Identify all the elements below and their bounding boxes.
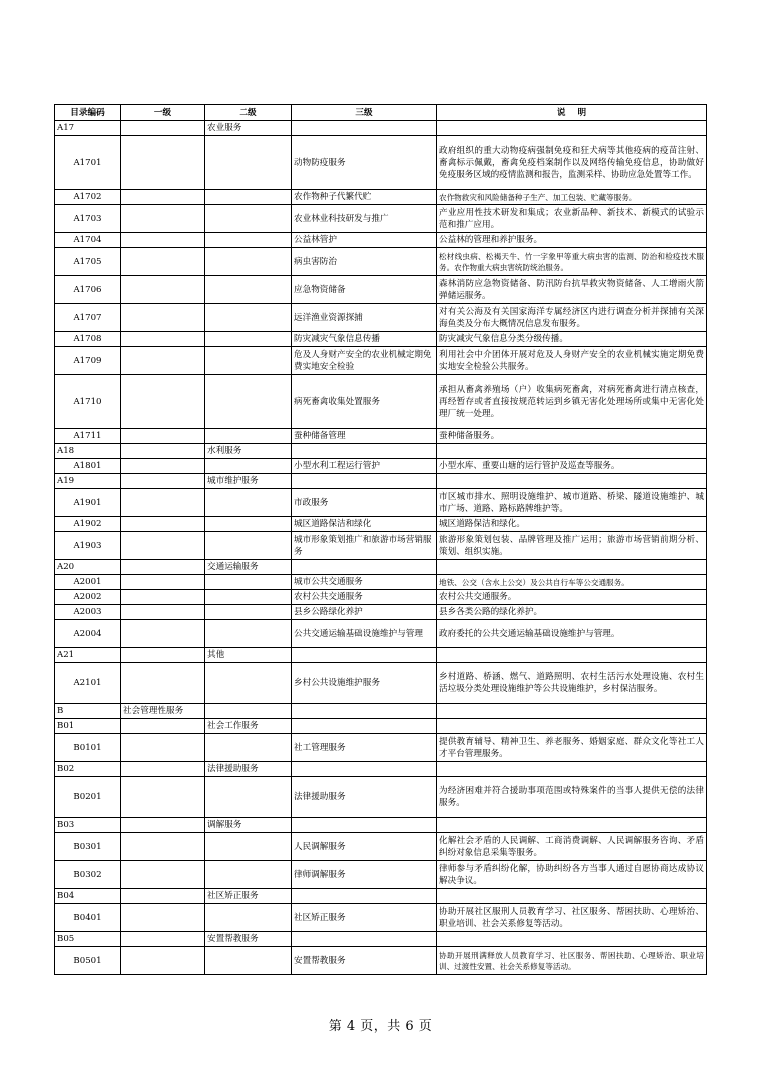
page-footer: 第 4 页，共 6 页	[328, 1019, 433, 1034]
table-row	[55, 762, 707, 777]
row-level2	[205, 517, 292, 532]
row-level3: 市政服务	[292, 489, 437, 517]
row-description	[437, 121, 707, 136]
row-level1	[121, 932, 205, 947]
row-code: A17	[55, 121, 121, 136]
row-level3: 社工管理服务	[292, 734, 437, 762]
row-description	[437, 444, 707, 459]
row-level1	[121, 304, 205, 332]
row-description: 市区城市排水、照明设施维护、城市道路、桥梁、隧道设施维护、城市广场、道路、路标路牌维护等。	[437, 489, 707, 517]
row-code: A1709	[55, 347, 121, 375]
row-level3	[292, 121, 437, 136]
row-level2	[205, 904, 292, 932]
row-description	[437, 648, 707, 663]
row-level1	[121, 620, 205, 648]
row-code: A1902	[55, 517, 121, 532]
row-level3: 安置帮教服务	[292, 947, 437, 975]
row-code: A2003	[55, 605, 121, 620]
table-row	[55, 332, 707, 347]
row-code: A1901	[55, 489, 121, 517]
row-level3	[292, 932, 437, 947]
row-level1	[121, 190, 205, 205]
row-level3	[292, 560, 437, 575]
row-level1	[121, 276, 205, 304]
row-description: 协助开展刑满释放人员教育学习、社区服务、帮困扶助、心理矫治、职业培训、过渡性安置、社会关系修复等活动。	[437, 947, 707, 975]
row-level1	[121, 429, 205, 444]
row-level3	[292, 704, 437, 719]
table-row	[55, 734, 707, 762]
row-code: B0401	[55, 904, 121, 932]
row-level1	[121, 205, 205, 233]
row-level3: 小型水利工程运行管护	[292, 459, 437, 474]
row-description: 松材线虫病、松褐天牛、竹一字象甲等重大病虫害的监测、防治和检疫技术服务。农作物重大病虫害统防统治服务。	[437, 248, 707, 276]
row-level2: 其他	[205, 648, 292, 663]
table-row	[55, 205, 707, 233]
row-description: 产业应用性技术研发和集成；农业新品种、新技术、新模式的试验示范和推广应用。	[437, 205, 707, 233]
row-description: 政府组织的重大动物疫病强制免疫和狂犬病等其他疫病的疫苗注射、畜禽标示佩戴，畜禽免疫档案制作以及网络传输免疫信息，协助做好免疫服务区域的疫情监测和报告，监测采样、协助应急处置等工作。	[437, 136, 707, 190]
row-code: B0201	[55, 777, 121, 818]
row-level3: 社区矫正服务	[292, 904, 437, 932]
table-row	[55, 459, 707, 474]
row-level2	[205, 489, 292, 517]
row-code: B0301	[55, 833, 121, 861]
row-level1	[121, 762, 205, 777]
row-level1	[121, 136, 205, 190]
row-level2: 调解服务	[205, 818, 292, 833]
row-code: A1703	[55, 205, 121, 233]
row-level3	[292, 889, 437, 904]
row-code: A1706	[55, 276, 121, 304]
row-description	[437, 704, 707, 719]
row-code: B0501	[55, 947, 121, 975]
row-level3	[292, 719, 437, 734]
row-level2	[205, 590, 292, 605]
table-row	[55, 590, 707, 605]
row-code: A1903	[55, 532, 121, 560]
row-level2	[205, 777, 292, 818]
row-description	[437, 474, 707, 489]
table-row	[55, 375, 707, 429]
row-level3	[292, 444, 437, 459]
row-code: A2001	[55, 575, 121, 590]
row-level1	[121, 121, 205, 136]
row-level3: 动物防疫服务	[292, 136, 437, 190]
row-description: 化解社会矛盾的人民调解、工商消费调解、人民调解服务咨询、矛盾纠纷对象信息采集等服务。	[437, 833, 707, 861]
row-description: 防灾减灾气象信息分类分级传播。	[437, 332, 707, 347]
table-row	[55, 444, 707, 459]
table-row	[55, 663, 707, 704]
row-code: A21	[55, 648, 121, 663]
row-level1	[121, 734, 205, 762]
row-level2	[205, 190, 292, 205]
table-row	[55, 605, 707, 620]
table-row	[55, 777, 707, 818]
row-level2	[205, 347, 292, 375]
row-description: 协助开展社区服刑人员教育学习、社区服务、帮困扶助、心理矫治、职业培训、社会关系修复等活动。	[437, 904, 707, 932]
table-row	[55, 276, 707, 304]
header-description: 说 明	[437, 105, 707, 121]
row-code: B01	[55, 719, 121, 734]
row-level3: 蚕种储备管理	[292, 429, 437, 444]
row-level2	[205, 459, 292, 474]
row-description: 农作物救灾和风险储备种子生产、加工包装、贮藏等服务。	[437, 190, 707, 205]
table-row	[55, 248, 707, 276]
row-level1	[121, 777, 205, 818]
table-row	[55, 932, 707, 947]
table-row	[55, 136, 707, 190]
row-level3: 公益林管护	[292, 233, 437, 248]
header-row	[55, 105, 707, 121]
row-level2	[205, 136, 292, 190]
row-level1	[121, 818, 205, 833]
row-level3: 农作物种子代繁代贮	[292, 190, 437, 205]
row-code: B04	[55, 889, 121, 904]
row-description: 小型水库、重要山塘的运行管护及巡查等服务。	[437, 459, 707, 474]
row-level2	[205, 947, 292, 975]
row-level1: 社会管理性服务	[121, 704, 205, 719]
row-code: A1710	[55, 375, 121, 429]
row-level2	[205, 205, 292, 233]
row-level1	[121, 444, 205, 459]
table-row	[55, 474, 707, 489]
table-row	[55, 833, 707, 861]
row-description: 承担从畜禽养殖场（户）收集病死畜禽，对病死畜禽进行清点核查，再经暂存或者直接按规范转运到乡镇无害化处理场所或集中无害化处理厂统一处理。	[437, 375, 707, 429]
row-level1	[121, 904, 205, 932]
catalog-table	[54, 104, 707, 975]
row-level2	[205, 861, 292, 889]
row-code: B0101	[55, 734, 121, 762]
row-level3	[292, 474, 437, 489]
row-level2: 社区矫正服务	[205, 889, 292, 904]
row-code: B0302	[55, 861, 121, 889]
row-description: 提供教育辅导、精神卫生、养老服务、婚姻家庭、群众文化等社工人才平台管理服务。	[437, 734, 707, 762]
row-code: A1708	[55, 332, 121, 347]
table-row	[55, 904, 707, 932]
row-level2	[205, 375, 292, 429]
table-row	[55, 560, 707, 575]
row-description: 利用社会中介团体开展对危及人身财产安全的农业机械实施定期免费实地安全检验公共服务。	[437, 347, 707, 375]
row-code: A1711	[55, 429, 121, 444]
row-code: A2002	[55, 590, 121, 605]
table-row	[55, 517, 707, 532]
row-level2: 城市维护服务	[205, 474, 292, 489]
row-level3: 乡村公共设施维护服务	[292, 663, 437, 704]
row-level2	[205, 663, 292, 704]
row-description: 律师参与矛盾纠纷化解，协助纠纷各方当事人通过自愿协商达成协议解决争议。	[437, 861, 707, 889]
table-row	[55, 818, 707, 833]
table-row	[55, 489, 707, 517]
row-level1	[121, 947, 205, 975]
header-code: 目录编码	[55, 105, 121, 121]
table-row	[55, 889, 707, 904]
row-level3: 城市公共交通服务	[292, 575, 437, 590]
row-level2	[205, 734, 292, 762]
table-row	[55, 121, 707, 136]
row-code: A1707	[55, 304, 121, 332]
row-level2: 农业服务	[205, 121, 292, 136]
row-level1	[121, 532, 205, 560]
row-level3: 城市形象策划推广和旅游市场营销服务	[292, 532, 437, 560]
table-row	[55, 861, 707, 889]
row-description: 旅游形象策划包装、品牌管理及推广运用；旅游市场营销前期分析、策划、组织实施。	[437, 532, 707, 560]
row-code: B	[55, 704, 121, 719]
row-code: B03	[55, 818, 121, 833]
row-level1	[121, 233, 205, 248]
row-level2	[205, 833, 292, 861]
row-code: A20	[55, 560, 121, 575]
table-row	[55, 190, 707, 205]
row-code: A1705	[55, 248, 121, 276]
row-level1	[121, 560, 205, 575]
header-level3: 三级	[292, 105, 437, 121]
row-level3	[292, 818, 437, 833]
row-level3: 防灾减灾气象信息传播	[292, 332, 437, 347]
row-code: A1701	[55, 136, 121, 190]
row-level3: 远洋渔业资源探捕	[292, 304, 437, 332]
row-level3: 法律援助服务	[292, 777, 437, 818]
row-level3: 律师调解服务	[292, 861, 437, 889]
row-level2	[205, 620, 292, 648]
row-code: A2004	[55, 620, 121, 648]
table-row	[55, 532, 707, 560]
table-row	[55, 704, 707, 719]
row-level1	[121, 889, 205, 904]
table-row	[55, 304, 707, 332]
row-level1	[121, 459, 205, 474]
row-level1	[121, 375, 205, 429]
row-code: B05	[55, 932, 121, 947]
row-description	[437, 889, 707, 904]
row-description: 蚕种储备服务。	[437, 429, 707, 444]
row-level3	[292, 762, 437, 777]
row-description: 城区道路保洁和绿化。	[437, 517, 707, 532]
row-level3: 公共交通运输基础设施维护与管理	[292, 620, 437, 648]
row-level3: 危及人身财产安全的农业机械定期免费实地安全检验	[292, 347, 437, 375]
row-code: A18	[55, 444, 121, 459]
row-level1	[121, 474, 205, 489]
row-level2	[205, 575, 292, 590]
row-description	[437, 719, 707, 734]
row-level3: 人民调解服务	[292, 833, 437, 861]
row-level1	[121, 248, 205, 276]
table-row	[55, 947, 707, 975]
row-code: A1702	[55, 190, 121, 205]
row-description: 乡村道路、桥涵、燃气、道路照明、农村生活污水处理设施、农村生活垃圾分类处理设施维护等公共设施维护，乡村保洁服务。	[437, 663, 707, 704]
row-description	[437, 762, 707, 777]
row-description: 政府委托的公共交通运输基础设施维护与管理。	[437, 620, 707, 648]
row-description: 为经济困难并符合援助事项范围或特殊案件的当事人提供无偿的法律服务。	[437, 777, 707, 818]
row-level2	[205, 429, 292, 444]
row-level2: 法律援助服务	[205, 762, 292, 777]
table-row	[55, 620, 707, 648]
row-level2: 社会工作服务	[205, 719, 292, 734]
row-level3: 农业林业科技研发与推广	[292, 205, 437, 233]
row-level2	[205, 276, 292, 304]
row-level2	[205, 332, 292, 347]
row-level2	[205, 304, 292, 332]
row-description: 森林消防应急物资储备、防汛防台抗旱救灾物资储备、人工增雨火箭弹储运服务。	[437, 276, 707, 304]
row-level3: 农村公共交通服务	[292, 590, 437, 605]
row-code: A1801	[55, 459, 121, 474]
row-level3: 病虫害防治	[292, 248, 437, 276]
row-level2	[205, 532, 292, 560]
row-description: 农村公共交通服务。	[437, 590, 707, 605]
table-row	[55, 575, 707, 590]
row-level1	[121, 332, 205, 347]
row-level1	[121, 605, 205, 620]
row-level2	[205, 248, 292, 276]
header-level2: 二级	[205, 105, 292, 121]
row-level1	[121, 575, 205, 590]
table-row	[55, 719, 707, 734]
row-level2	[205, 233, 292, 248]
row-description: 地铁、公交（含水上公交）及公共自行车等公交通服务。	[437, 575, 707, 590]
table-row	[55, 347, 707, 375]
row-level2: 安置帮教服务	[205, 932, 292, 947]
row-description: 县乡各类公路的绿化养护。	[437, 605, 707, 620]
row-code: A1704	[55, 233, 121, 248]
row-level3	[292, 648, 437, 663]
row-level2: 水利服务	[205, 444, 292, 459]
row-description	[437, 560, 707, 575]
row-level1	[121, 347, 205, 375]
row-level1	[121, 648, 205, 663]
row-level2: 交通运输服务	[205, 560, 292, 575]
row-level3: 城区道路保洁和绿化	[292, 517, 437, 532]
row-description: 对有关公海及有关国家海洋专属经济区内进行调查分析并探捕有关深海鱼类及分布大概情况信息发布服务。	[437, 304, 707, 332]
row-code: A19	[55, 474, 121, 489]
row-level3: 县乡公路绿化养护	[292, 605, 437, 620]
table-row	[55, 648, 707, 663]
row-level1	[121, 663, 205, 704]
row-level1	[121, 489, 205, 517]
row-level1	[121, 833, 205, 861]
row-description	[437, 818, 707, 833]
row-level1	[121, 861, 205, 889]
table-row	[55, 429, 707, 444]
row-description	[437, 932, 707, 947]
row-level1	[121, 590, 205, 605]
row-level1	[121, 517, 205, 532]
row-level3: 应急物资储备	[292, 276, 437, 304]
row-code: B02	[55, 762, 121, 777]
row-description: 公益林的管理和养护服务。	[437, 233, 707, 248]
row-code: A2101	[55, 663, 121, 704]
row-level2	[205, 704, 292, 719]
table-row	[55, 233, 707, 248]
row-level3: 病死畜禽收集处置服务	[292, 375, 437, 429]
row-level1	[121, 719, 205, 734]
row-level2	[205, 605, 292, 620]
header-level1: 一级	[121, 105, 205, 121]
